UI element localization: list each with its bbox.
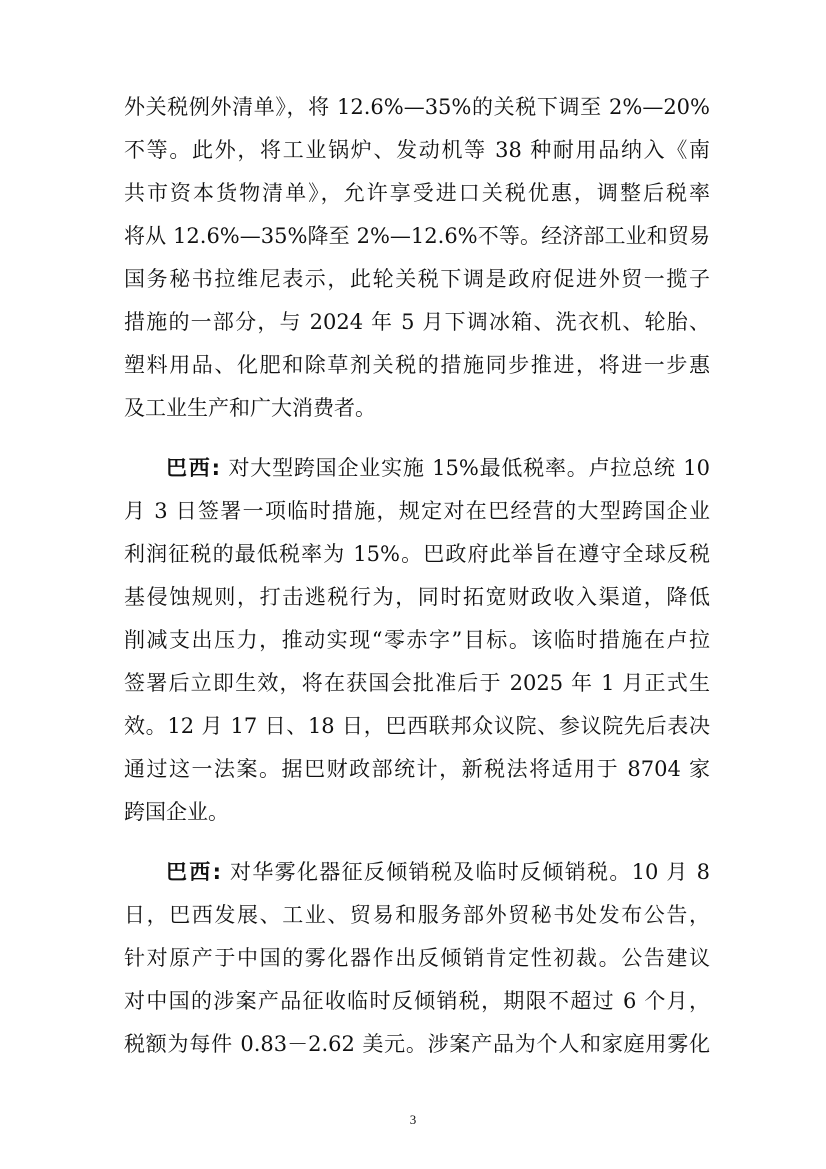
paragraph-lead: 巴西: bbox=[166, 860, 223, 884]
text-line: 削减支出压力，推动实现“零赤字”目标。该临时措施在卢拉 bbox=[124, 628, 710, 652]
text-line: 措施的一部分，与 2024 年 5 月下调冰箱、洗衣机、轮胎、 bbox=[124, 310, 710, 334]
text-line: 及工业生产和广大消费者。 bbox=[124, 396, 376, 420]
text-line: 共市资本货物清单》，允许享受进口关税优惠，调整后税率 bbox=[124, 181, 710, 205]
text-line: 塑料用品、化肥和除草剂关税的措施同步推进，将进一步惠 bbox=[124, 353, 710, 377]
text-line: 不等。此外，将工业锅炉、发动机等 38 种耐用品纳入《南 bbox=[124, 138, 710, 162]
text-line-rest: 对大型跨国企业实施 15%最低税率。卢拉总统 10 bbox=[221, 456, 710, 480]
text-line: 基侵蚀规则，打击逃税行为，同时拓宽财政收入渠道，降低 bbox=[124, 585, 710, 609]
text-line: 国务秘书拉维尼表示，此轮关税下调是政府促进外贸一揽子 bbox=[124, 267, 710, 291]
text-line: 外关税例外清单》，将 12.6%—35%的关税下调至 2%—20% bbox=[124, 95, 710, 119]
text-line: 签署后立即生效，将在获国会批准后于 2025 年 1 月正式生 bbox=[124, 671, 710, 695]
text-line: 月 3 日签署一项临时措施，规定对在巴经营的大型跨国企业 bbox=[124, 499, 710, 523]
paragraph-lead: 巴西: bbox=[166, 456, 221, 480]
text-line: 效。12 月 17 日、18 日，巴西联邦众议院、参议院先后表决 bbox=[124, 714, 710, 738]
body-text bbox=[124, 86, 710, 1066]
paragraph-mercosur-tariff bbox=[124, 86, 710, 430]
text-line-rest: 对华雾化器征反倾销税及临时反倾销税。10 月 8 bbox=[222, 860, 710, 884]
text-line bbox=[124, 447, 710, 490]
text-line: 日，巴西发展、工业、贸易和服务部外贸秘书处发布公告， bbox=[124, 903, 710, 927]
text-line: 将从 12.6%—35%降至 2%—12.6%不等。经济部工业和贸易 bbox=[124, 224, 710, 248]
paragraph-anti-dumping bbox=[124, 851, 710, 1066]
page-number: 3 bbox=[409, 1112, 417, 1127]
text-line: 利润征税的最低税率为 15%。巴政府此举旨在遵守全球反税 bbox=[124, 542, 710, 566]
text-line bbox=[124, 851, 710, 894]
text-line: 跨国企业。 bbox=[124, 800, 229, 824]
text-line: 针对原产于中国的雾化器作出反倾销肯定性初裁。公告建议 bbox=[124, 946, 710, 970]
text-line: 税额为每件 0.83－2.62 美元。涉案产品为个人和家庭用雾化 bbox=[124, 1032, 710, 1056]
text-line: 对中国的涉案产品征收临时反倾销税，期限不超过 6 个月， bbox=[124, 989, 710, 1013]
text-line: 通过这一法案。据巴财政部统计，新税法将适用于 8704 家 bbox=[124, 757, 710, 781]
paragraph-minimum-tax bbox=[124, 447, 710, 834]
